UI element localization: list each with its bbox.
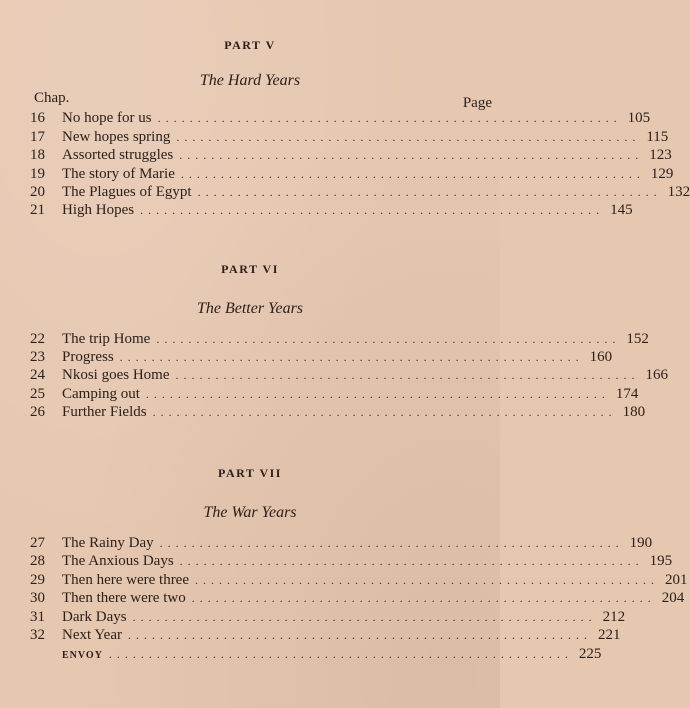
chapter-title: Camping out <box>62 386 140 402</box>
chap-header: Chap. <box>34 90 70 106</box>
dot-leader: .......................................................... <box>159 536 624 550</box>
part-vii-label: PART VII <box>218 466 282 480</box>
chapter-number: 19 <box>30 166 45 182</box>
chapter-number: 28 <box>30 553 45 569</box>
dot-leader: .......................................................... <box>180 167 645 181</box>
toc-entry <box>30 646 602 664</box>
toc-entry <box>30 627 621 645</box>
dot-leader: .......................................................... <box>176 130 641 144</box>
dot-leader: .......................................................... <box>140 203 605 217</box>
dot-leader: .......................................................... <box>156 332 621 346</box>
toc-entry <box>30 202 633 220</box>
chapter-number: 21 <box>30 202 45 218</box>
dot-leader: .......................................................... <box>179 148 644 162</box>
dot-leader: .......................................................... <box>157 111 622 125</box>
toc-entry <box>30 349 613 367</box>
chapter-title: High Hopes <box>62 202 135 218</box>
toc-entry <box>30 129 669 147</box>
page-number: 221 <box>598 627 621 643</box>
page-number: 195 <box>649 553 673 569</box>
dot-leader: .......................................................... <box>179 554 644 568</box>
chapter-title: The story of Marie <box>62 166 175 182</box>
part-v-title: The Hard Years <box>199 72 301 89</box>
part-vii-title: The War Years <box>203 504 297 521</box>
chapter-number: 17 <box>30 129 45 145</box>
page-number: 166 <box>645 367 668 383</box>
chapter-title: Dark Days <box>62 609 127 625</box>
chapter-number: 32 <box>30 627 45 643</box>
dot-leader: .......................................................... <box>132 610 597 624</box>
chapter-title: The Anxious Days <box>62 553 174 569</box>
toc-entry <box>30 404 646 422</box>
chapter-number: 26 <box>30 404 45 420</box>
page-header: Page <box>462 95 492 111</box>
toc-entry <box>30 184 690 202</box>
chapter-title: Then here were three <box>62 572 190 588</box>
chapter-title: Progress <box>62 349 114 365</box>
part-vi-title: The Better Years <box>196 300 304 317</box>
chapter-title: Further Fields <box>62 404 147 420</box>
page-number: 190 <box>629 535 653 551</box>
page-number: 152 <box>626 331 649 347</box>
part-vi-label: PART VI <box>221 262 279 276</box>
dot-leader: .......................................................... <box>145 387 610 401</box>
toc-entry <box>30 535 653 553</box>
toc-entry <box>30 110 651 128</box>
chapter-number: 23 <box>30 349 45 365</box>
chapter-title: Next Year <box>62 627 122 643</box>
chapter-title: No hope for us <box>62 110 152 126</box>
toc-entry <box>30 147 672 165</box>
page-number: 225 <box>578 646 602 662</box>
chapter-number: 22 <box>30 331 45 347</box>
chapter-number: 25 <box>30 386 45 402</box>
page-number: 105 <box>627 110 651 126</box>
toc-entry <box>30 331 649 349</box>
page-number: 180 <box>622 404 646 420</box>
dot-leader: .......................................................... <box>108 647 573 661</box>
page-number: 115 <box>646 129 669 145</box>
chapter-title: The trip Home <box>62 331 151 347</box>
page-number: 201 <box>665 572 688 588</box>
chapter-number: 27 <box>30 535 45 551</box>
dot-leader: .......................................................... <box>191 591 656 605</box>
dot-leader: .......................................................... <box>119 350 584 364</box>
dot-leader: .......................................................... <box>195 573 660 587</box>
chapter-number: 18 <box>30 147 45 163</box>
chapter-title: Assorted struggles <box>62 147 174 163</box>
chapter-number: 16 <box>30 110 45 126</box>
chapter-title: The Rainy Day <box>62 535 154 551</box>
toc-entry <box>30 572 688 590</box>
toc-entry <box>30 367 668 385</box>
toc-entry <box>30 386 639 404</box>
page-number: 145 <box>610 202 633 218</box>
chapter-title: Then there were two <box>62 590 186 606</box>
page-number: 174 <box>615 386 639 402</box>
toc-entry <box>30 166 674 184</box>
dot-leader: .......................................................... <box>175 368 640 382</box>
toc-entry <box>30 590 685 608</box>
chapter-number: 30 <box>30 590 45 606</box>
chapter-number: 31 <box>30 609 45 625</box>
chapter-title: New hopes spring <box>62 129 171 145</box>
envoy-title: ENVOY <box>62 650 103 661</box>
chapter-title: The Plagues of Egypt <box>62 184 192 200</box>
page-number: 129 <box>650 166 674 182</box>
dot-leader: .......................................................... <box>197 185 662 199</box>
page-number: 160 <box>589 349 613 365</box>
toc-entry <box>30 553 673 571</box>
part-v-label: PART V <box>224 38 276 52</box>
chapter-number: 29 <box>30 572 45 588</box>
page-number: 132 <box>667 184 690 200</box>
page-number: 212 <box>602 609 626 625</box>
page-number: 123 <box>649 147 672 163</box>
chapter-number: 24 <box>30 367 45 383</box>
dot-leader: .......................................................... <box>152 405 617 419</box>
chapter-number: 20 <box>30 184 45 200</box>
toc-entry <box>30 609 626 627</box>
page-number: 204 <box>661 590 685 606</box>
dot-leader: .......................................................... <box>128 628 592 642</box>
chapter-title: Nkosi goes Home <box>62 367 170 383</box>
